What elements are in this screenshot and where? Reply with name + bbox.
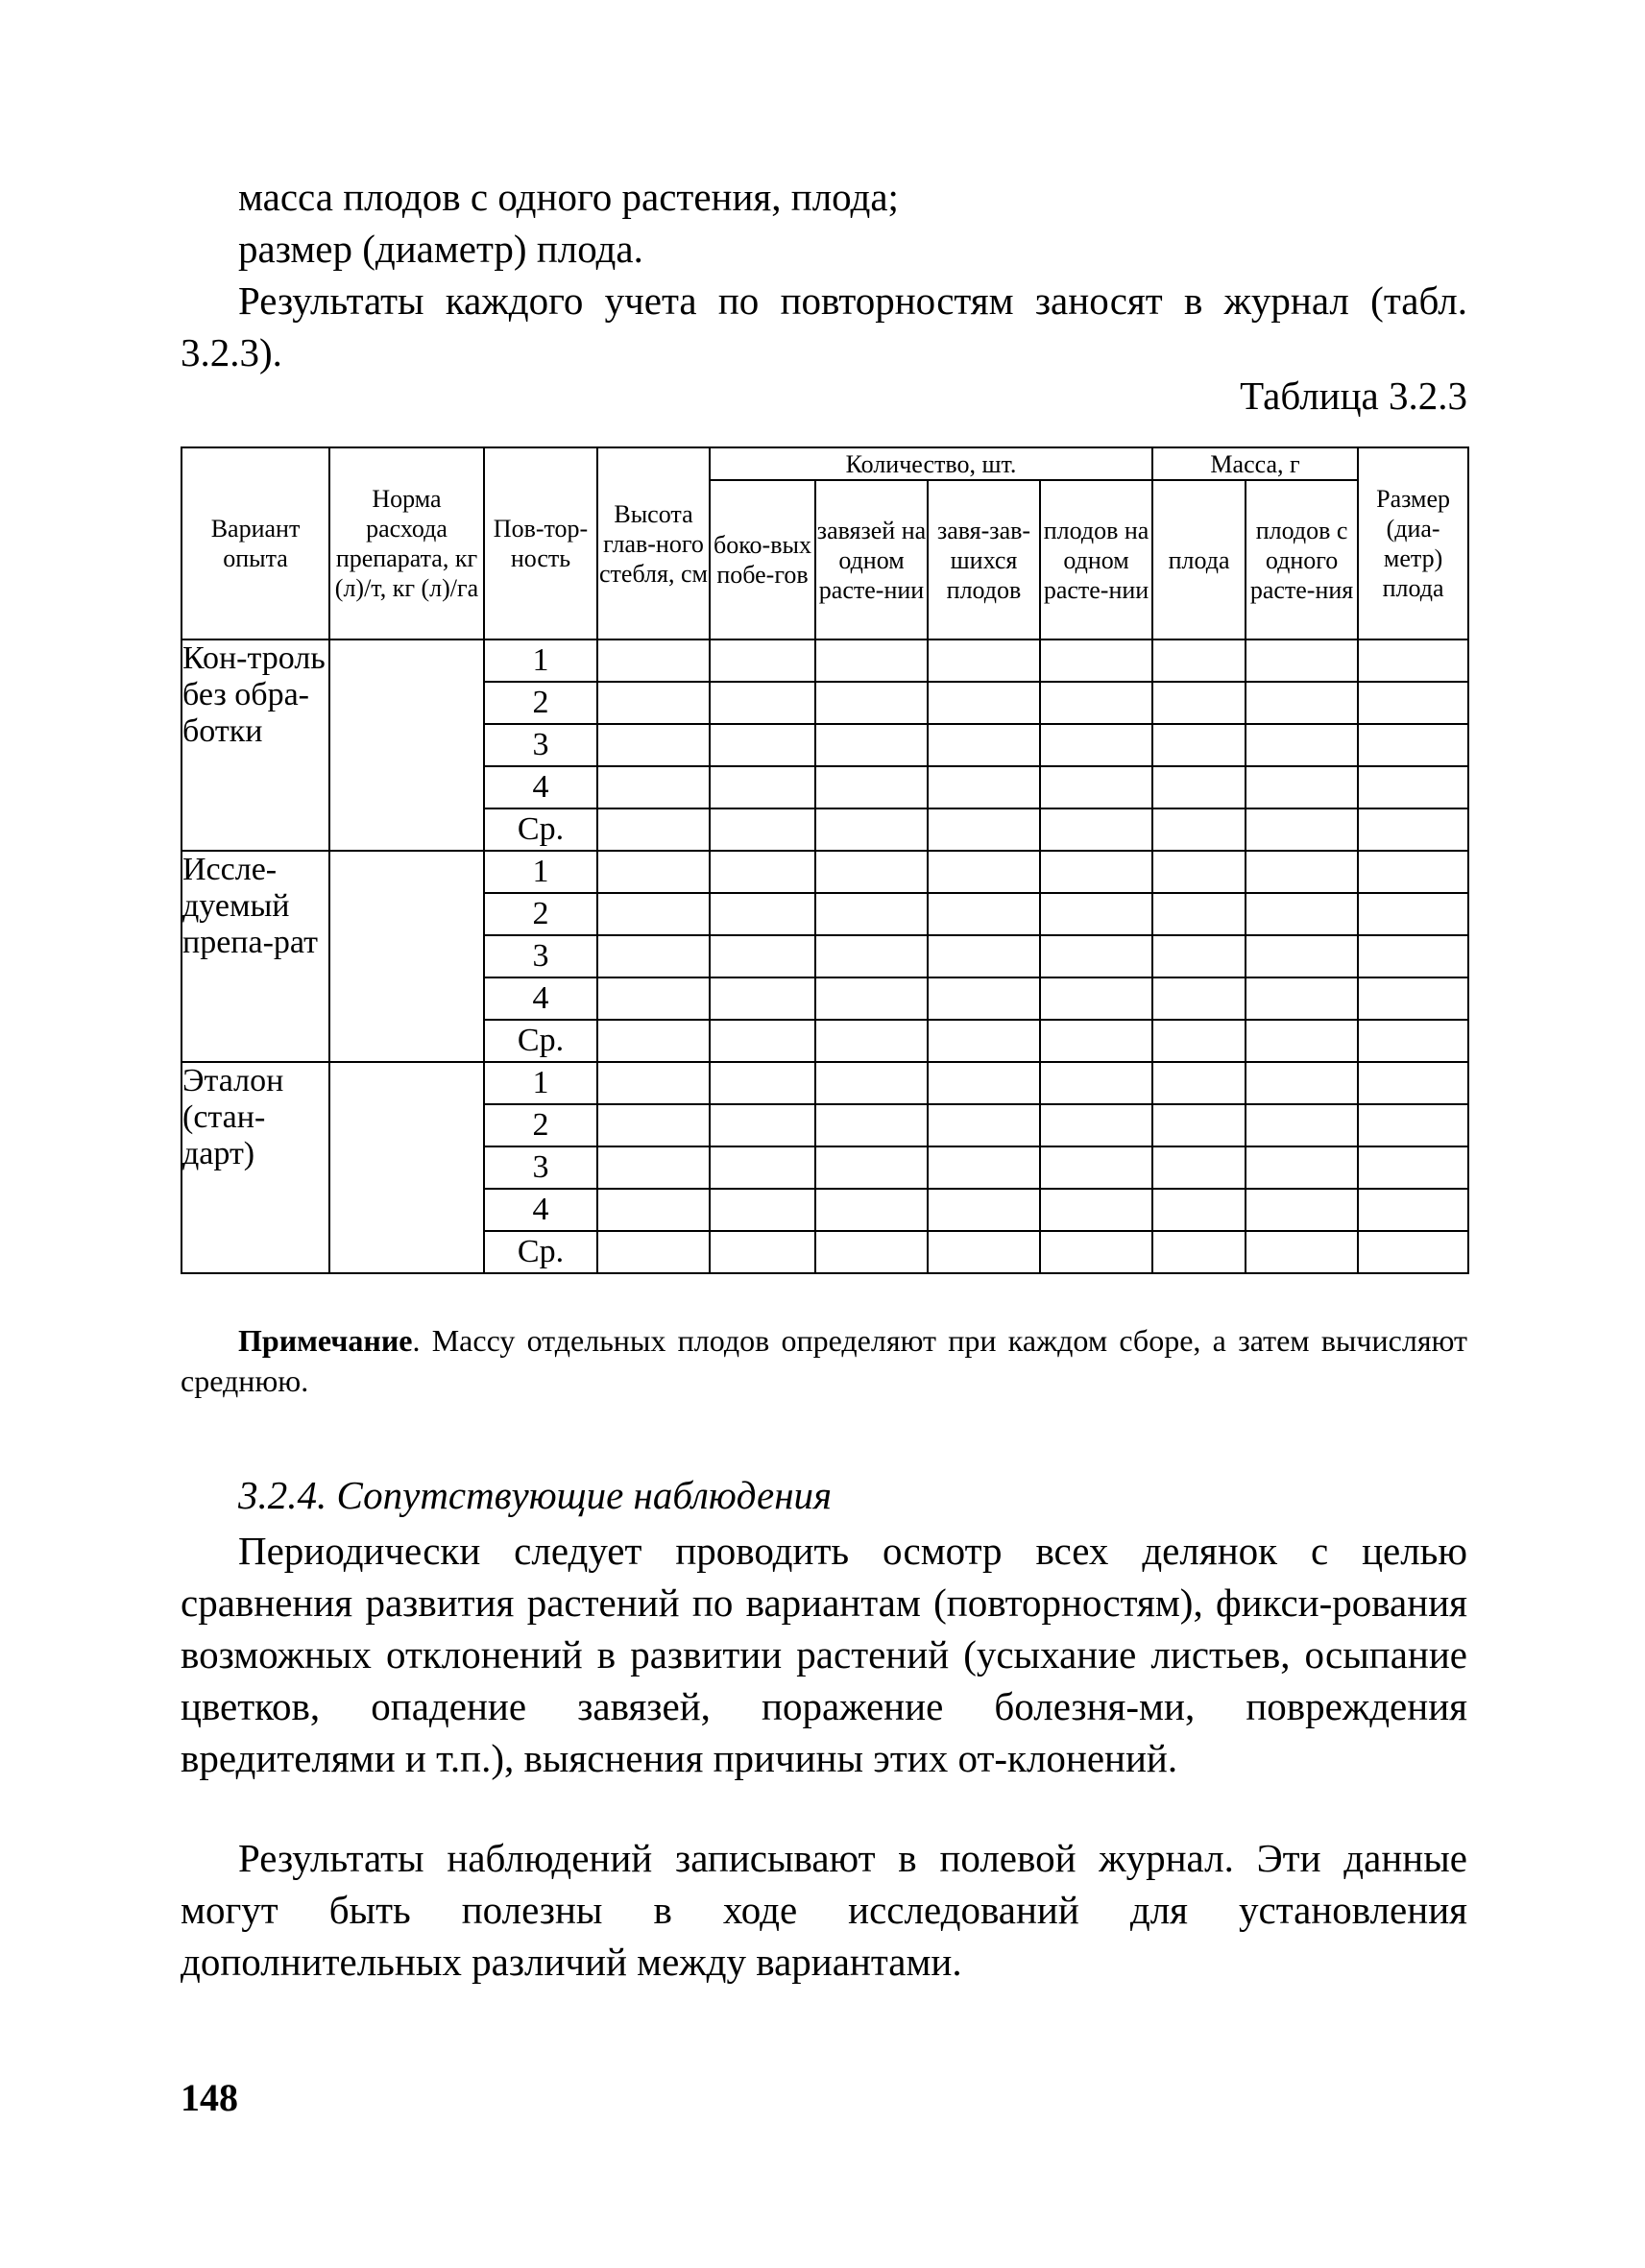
data-cell xyxy=(1152,639,1246,682)
data-cell xyxy=(1152,724,1246,766)
header-height: Высота глав-ного стебля, см xyxy=(597,447,710,639)
data-cell xyxy=(710,977,815,1020)
header-mass-col: плодов с одного расте-ния xyxy=(1246,480,1358,639)
journal-table xyxy=(181,446,1469,1274)
data-cell xyxy=(928,1020,1040,1062)
data-cell xyxy=(597,724,710,766)
data-cell xyxy=(597,1104,710,1146)
section-heading: 3.2.4. Сопутствующие наблюдения xyxy=(238,1473,833,1517)
data-cell xyxy=(815,682,928,724)
data-cell xyxy=(1152,1020,1246,1062)
data-cell xyxy=(710,1146,815,1189)
rate-cell xyxy=(329,639,484,851)
repeat-cell: 4 xyxy=(484,977,597,1020)
data-cell xyxy=(710,851,815,893)
data-cell xyxy=(1358,1104,1468,1146)
rate-cell xyxy=(329,851,484,1062)
data-cell xyxy=(597,977,710,1020)
repeat-cell: 3 xyxy=(484,1146,597,1189)
section-paragraph-1: Периодически следует проводить осмотр всех делянок с целью сравнения развития растений по вариантам (повторностям), фикси-рования возможных отклонений в развитии растений (усыхание листьев, осыпание цветков, опадение завязей, поражение болезня-ми, повреждения вредителями и т.п.), выяснения причины этих от-клонений. xyxy=(181,1529,1467,1780)
data-cell xyxy=(1040,1231,1152,1273)
repeat-cell: 2 xyxy=(484,682,597,724)
data-cell xyxy=(1246,893,1358,935)
data-cell xyxy=(1152,1062,1246,1104)
data-cell xyxy=(1040,1189,1152,1231)
header-count-col: завя-зав-шихся плодов xyxy=(928,480,1040,639)
data-cell xyxy=(815,1231,928,1273)
data-cell xyxy=(928,1062,1040,1104)
data-cell xyxy=(710,1062,815,1104)
data-cell xyxy=(815,1104,928,1146)
data-cell xyxy=(815,639,928,682)
data-cell xyxy=(597,766,710,808)
repeat-cell: 4 xyxy=(484,1189,597,1231)
data-cell xyxy=(597,1062,710,1104)
variant-name: Кон-троль без обра-ботки xyxy=(181,639,329,851)
data-cell xyxy=(815,766,928,808)
data-cell xyxy=(815,977,928,1020)
data-cell xyxy=(597,808,710,851)
repeat-cell: Ср. xyxy=(484,1231,597,1273)
data-cell xyxy=(928,1189,1040,1231)
repeat-cell: 1 xyxy=(484,851,597,893)
data-cell xyxy=(928,1231,1040,1273)
data-cell xyxy=(928,977,1040,1020)
data-cell xyxy=(1358,1189,1468,1231)
header-repeat: Пов-тор-ность xyxy=(484,447,597,639)
data-cell xyxy=(597,893,710,935)
note-label: Примечание xyxy=(238,1323,413,1358)
data-cell xyxy=(597,1189,710,1231)
data-cell xyxy=(928,682,1040,724)
data-cell xyxy=(1040,1146,1152,1189)
data-cell xyxy=(1040,977,1152,1020)
data-cell xyxy=(1246,766,1358,808)
data-cell xyxy=(597,1020,710,1062)
data-cell xyxy=(1358,808,1468,851)
intro-line-1: масса плодов с одного растения, плода; xyxy=(238,175,899,219)
data-cell xyxy=(1358,977,1468,1020)
data-cell xyxy=(1246,977,1358,1020)
data-cell xyxy=(1040,766,1152,808)
header-size: Размер (диа-метр) плода xyxy=(1358,447,1468,639)
data-cell xyxy=(1358,639,1468,682)
header-count-col: завязей на одном расте-нии xyxy=(815,480,928,639)
data-cell xyxy=(1152,977,1246,1020)
data-cell xyxy=(597,935,710,977)
data-cell xyxy=(1358,1146,1468,1189)
data-cell xyxy=(815,1189,928,1231)
data-cell xyxy=(1152,935,1246,977)
data-cell xyxy=(1040,682,1152,724)
data-cell xyxy=(710,639,815,682)
intro-line-2: размер (диаметр) плода. xyxy=(238,227,643,271)
data-cell xyxy=(815,808,928,851)
data-cell xyxy=(1246,808,1358,851)
data-cell xyxy=(1246,1062,1358,1104)
data-cell xyxy=(815,1146,928,1189)
header-mass-group: Масса, г xyxy=(1152,447,1358,480)
data-cell xyxy=(815,851,928,893)
data-cell xyxy=(1358,1231,1468,1273)
note-text: . Массу отдельных плодов определяют при каждом сборе, а затем вычисляют среднюю. xyxy=(181,1323,1467,1398)
data-cell xyxy=(815,893,928,935)
data-cell xyxy=(1040,851,1152,893)
data-cell xyxy=(1040,1062,1152,1104)
repeat-cell: 1 xyxy=(484,1062,597,1104)
data-cell xyxy=(597,1231,710,1273)
data-cell xyxy=(1152,766,1246,808)
variant-name: Эталон (стан-дарт) xyxy=(181,1062,329,1273)
header-rate: Норма расхода препарата, кг (л)/т, кг (л)/га xyxy=(329,447,484,639)
data-cell xyxy=(1358,1020,1468,1062)
data-cell xyxy=(815,724,928,766)
data-cell xyxy=(1040,893,1152,935)
repeat-cell: 3 xyxy=(484,935,597,977)
data-cell xyxy=(710,808,815,851)
data-cell xyxy=(597,851,710,893)
repeat-cell: Ср. xyxy=(484,1020,597,1062)
data-cell xyxy=(597,1146,710,1189)
data-cell xyxy=(1152,1146,1246,1189)
header-mass-col: плода xyxy=(1152,480,1246,639)
repeat-cell: 4 xyxy=(484,766,597,808)
data-cell xyxy=(1246,1231,1358,1273)
data-cell xyxy=(1246,639,1358,682)
data-cell xyxy=(928,1104,1040,1146)
data-cell xyxy=(1152,1189,1246,1231)
data-cell xyxy=(1040,935,1152,977)
data-cell xyxy=(1246,682,1358,724)
data-cell xyxy=(710,724,815,766)
header-count-col: плодов на одном расте-нии xyxy=(1040,480,1152,639)
data-cell xyxy=(1358,935,1468,977)
data-cell xyxy=(1246,1146,1358,1189)
data-cell xyxy=(815,1062,928,1104)
data-cell xyxy=(928,935,1040,977)
data-cell xyxy=(1246,1104,1358,1146)
data-cell xyxy=(928,766,1040,808)
data-cell xyxy=(710,1189,815,1231)
data-cell xyxy=(1040,1104,1152,1146)
repeat-cell: 1 xyxy=(484,639,597,682)
data-cell xyxy=(1152,682,1246,724)
repeat-cell: 2 xyxy=(484,893,597,935)
data-cell xyxy=(1358,893,1468,935)
data-cell xyxy=(928,724,1040,766)
data-cell xyxy=(1152,808,1246,851)
table-note xyxy=(181,1320,1467,1401)
data-cell xyxy=(1246,1020,1358,1062)
data-cell xyxy=(1358,724,1468,766)
data-cell xyxy=(928,893,1040,935)
data-cell xyxy=(1358,1062,1468,1104)
repeat-cell: 3 xyxy=(484,724,597,766)
data-cell xyxy=(710,682,815,724)
data-cell xyxy=(1358,766,1468,808)
data-cell xyxy=(710,1104,815,1146)
data-cell xyxy=(1152,851,1246,893)
data-cell xyxy=(710,766,815,808)
data-cell xyxy=(928,851,1040,893)
data-cell xyxy=(1246,935,1358,977)
data-cell xyxy=(1246,851,1358,893)
header-count-group: Количество, шт. xyxy=(710,447,1152,480)
repeat-cell: Ср. xyxy=(484,808,597,851)
data-cell xyxy=(1358,682,1468,724)
data-cell xyxy=(1358,851,1468,893)
data-cell xyxy=(710,893,815,935)
data-cell xyxy=(1152,1231,1246,1273)
header-variant: Вариант опыта xyxy=(181,447,329,639)
data-cell xyxy=(597,639,710,682)
data-cell xyxy=(928,639,1040,682)
section-paragraph-2: Результаты наблюдений записывают в полевой журнал. Эти данные могут быть полезны в ходе исследований для установления дополнительных различий между вариантами. xyxy=(181,1836,1467,1984)
data-cell xyxy=(710,1231,815,1273)
data-cell xyxy=(1152,1104,1246,1146)
data-cell xyxy=(815,1020,928,1062)
data-cell xyxy=(928,808,1040,851)
data-cell xyxy=(1040,639,1152,682)
variant-name: Иссле-дуемый препа-рат xyxy=(181,851,329,1062)
data-cell xyxy=(1040,1020,1152,1062)
table-caption: Таблица 3.2.3 xyxy=(1240,374,1467,418)
data-cell xyxy=(710,1020,815,1062)
data-cell xyxy=(1246,724,1358,766)
data-cell xyxy=(710,935,815,977)
data-cell xyxy=(1040,808,1152,851)
intro-paragraph: Результаты каждого учета по повторностям заносят в журнал (табл. 3.2.3). xyxy=(181,278,1467,374)
header-count-col: боко-вых побе-гов xyxy=(710,480,815,639)
data-cell xyxy=(928,1146,1040,1189)
data-cell xyxy=(1040,724,1152,766)
data-cell xyxy=(815,935,928,977)
repeat-cell: 2 xyxy=(484,1104,597,1146)
data-cell xyxy=(1246,1189,1358,1231)
page-number: 148 xyxy=(181,2076,238,2119)
data-cell xyxy=(597,682,710,724)
rate-cell xyxy=(329,1062,484,1273)
data-cell xyxy=(1152,893,1246,935)
